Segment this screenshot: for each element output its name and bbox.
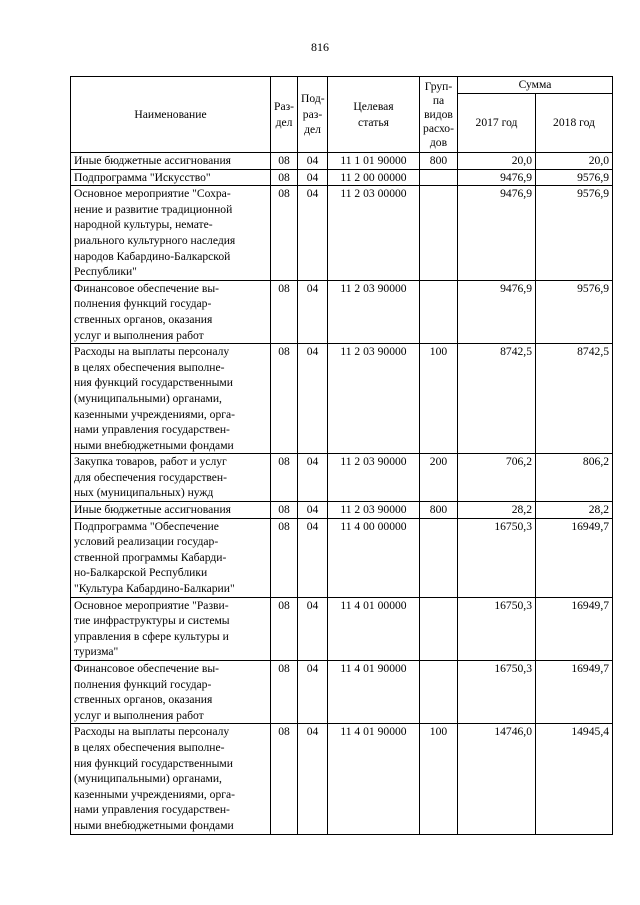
row-name-line: туризма"	[74, 645, 119, 659]
row-razdel: 08	[271, 454, 298, 502]
table-row	[71, 597, 613, 660]
table-row	[71, 518, 613, 597]
header-podrazdel-line: дел	[304, 123, 321, 137]
row-name-line: казенными учреждениями, орга-	[74, 787, 236, 801]
row-statya: 11 2 00 00000	[328, 169, 420, 186]
row-sum-2017: 9476,9	[458, 280, 536, 343]
row-name	[71, 724, 271, 834]
row-name-line: ных (муниципальных) нужд	[74, 486, 214, 500]
row-name-line: Иные бюджетные ассигнования	[74, 503, 231, 517]
header-year-2018: 2018 год	[536, 94, 613, 153]
header-razdel-line: дел	[275, 115, 293, 129]
row-sum-2017: 20,0	[458, 153, 536, 170]
row-name-line: (муниципальными) органами,	[74, 391, 222, 405]
row-sum-2017: 14746,0	[458, 724, 536, 834]
row-statya: 11 2 03 90000	[328, 502, 420, 519]
row-name-line: Финансовое обеспечение вы-	[74, 281, 219, 295]
row-sum-2018: 16949,7	[536, 518, 613, 597]
row-podrazdel: 04	[298, 454, 328, 502]
header-razdel-line: Раз-	[274, 99, 295, 113]
row-statya: 11 4 01 90000	[328, 661, 420, 724]
row-sum-2017: 16750,3	[458, 661, 536, 724]
row-gruppa: 100	[420, 344, 458, 454]
row-name-line: Подпрограмма "Обеспечение	[74, 519, 219, 533]
row-name-line: Республики"	[74, 265, 137, 279]
row-sum-2017: 706,2	[458, 454, 536, 502]
row-statya: 11 2 03 90000	[328, 344, 420, 454]
row-sum-2017: 9476,9	[458, 186, 536, 281]
row-razdel: 08	[271, 344, 298, 454]
table-body	[71, 153, 613, 835]
header-gruppa-line: дов	[429, 135, 448, 149]
row-name	[71, 280, 271, 343]
row-podrazdel: 04	[298, 169, 328, 186]
header-gruppa-line: расхо-	[423, 121, 454, 135]
row-name-line: ными внебюджетными фондами	[74, 438, 234, 452]
row-podrazdel: 04	[298, 502, 328, 519]
table-row	[71, 280, 613, 343]
row-statya: 11 2 03 90000	[328, 280, 420, 343]
row-name-line: нами управления государствен-	[74, 803, 230, 817]
row-sum-2018: 9576,9	[536, 280, 613, 343]
row-razdel: 08	[271, 724, 298, 834]
row-name-line: риального культурного наследия	[74, 233, 236, 247]
row-name-line: Расходы на выплаты персоналу	[74, 725, 230, 739]
row-razdel: 08	[271, 153, 298, 170]
row-name	[71, 186, 271, 281]
row-name-line: Основное мероприятие "Сохра-	[74, 187, 231, 201]
row-name-line: полнения функций государ-	[74, 677, 212, 691]
row-podrazdel: 04	[298, 518, 328, 597]
row-statya: 11 4 00 00000	[328, 518, 420, 597]
header-statya-line: Целевая	[353, 99, 394, 113]
table-row	[71, 454, 613, 502]
row-gruppa: 800	[420, 502, 458, 519]
row-name	[71, 502, 271, 519]
header-name: Наименование	[71, 77, 271, 153]
row-razdel: 08	[271, 186, 298, 281]
row-name	[71, 454, 271, 502]
row-name	[71, 169, 271, 186]
row-name-line: народной культуры, немате-	[74, 218, 213, 232]
header-statya	[328, 77, 420, 153]
row-razdel: 08	[271, 661, 298, 724]
row-name-line: "Культура Кабардино-Балкарии"	[74, 582, 235, 596]
row-podrazdel: 04	[298, 186, 328, 281]
row-statya: 11 2 03 90000	[328, 454, 420, 502]
row-name-line: но-Балкарской Республики	[74, 566, 208, 580]
page-number: 816	[311, 40, 329, 54]
row-name-line: Финансовое обеспечение вы-	[74, 662, 219, 675]
row-podrazdel: 04	[298, 344, 328, 454]
row-podrazdel: 04	[298, 661, 328, 724]
row-sum-2017: 8742,5	[458, 344, 536, 454]
row-name-line: в целях обеспечения выполне-	[74, 360, 225, 374]
row-sum-2018: 9576,9	[536, 186, 613, 281]
header-razdel	[271, 77, 298, 153]
row-sum-2018: 28,2	[536, 502, 613, 519]
row-name-line: ственных органов, оказания	[74, 693, 213, 707]
header-year-2017: 2017 год	[458, 94, 536, 153]
row-sum-2017: 16750,3	[458, 597, 536, 660]
row-name-line: Расходы на выплаты персоналу	[74, 345, 230, 359]
row-sum-2018: 20,0	[536, 153, 613, 170]
row-name-line: Подпрограмма "Искусство"	[74, 170, 211, 184]
row-razdel: 08	[271, 502, 298, 519]
row-name-line: ственной программы Кабарди-	[74, 550, 227, 564]
header-podrazdel	[298, 77, 328, 153]
table-row	[71, 169, 613, 186]
row-podrazdel: 04	[298, 280, 328, 343]
row-sum-2018: 16949,7	[536, 597, 613, 660]
row-sum-2017: 16750,3	[458, 518, 536, 597]
header-gruppa-line: Груп-	[424, 79, 453, 93]
row-statya: 11 2 03 00000	[328, 186, 420, 281]
header-podrazdel-line: раз-	[302, 107, 323, 121]
row-sum-2018: 16949,7	[536, 661, 613, 724]
row-statya: 11 4 01 90000	[328, 724, 420, 834]
header-gruppa-line: па	[432, 93, 445, 107]
row-sum-2018: 8742,5	[536, 344, 613, 454]
header-podrazdel-line: Под-	[301, 92, 325, 106]
row-sum-2018: 806,2	[536, 454, 613, 502]
row-name	[71, 661, 271, 724]
table-row	[71, 502, 613, 519]
table-row	[71, 344, 613, 454]
row-gruppa	[420, 186, 458, 281]
row-name-line: казенными учреждениями, орга-	[74, 407, 236, 421]
table-row	[71, 661, 613, 724]
row-name-line: ными внебюджетными фондами	[74, 818, 234, 832]
row-name	[71, 597, 271, 660]
row-name-line: Закупка товаров, работ и услуг	[74, 455, 227, 469]
header-statya-line: статья	[358, 115, 389, 129]
row-gruppa	[420, 597, 458, 660]
row-name-line: управления в сфере культуры и	[74, 629, 229, 643]
row-podrazdel: 04	[298, 153, 328, 170]
row-sum-2018: 14945,4	[536, 724, 613, 834]
table-row	[71, 153, 613, 170]
row-name-line: услуг и выполнения работ	[74, 708, 204, 722]
row-sum-2017: 9476,9	[458, 169, 536, 186]
row-name	[71, 518, 271, 597]
row-name-line: полнения функций государ-	[74, 297, 212, 311]
row-gruppa	[420, 169, 458, 186]
row-name-line: народов Кабардино-Балкарской	[74, 249, 231, 263]
row-name-line: (муниципальными) органами,	[74, 772, 222, 786]
row-podrazdel: 04	[298, 597, 328, 660]
row-razdel: 08	[271, 280, 298, 343]
row-gruppa	[420, 280, 458, 343]
row-statya: 11 1 01 90000	[328, 153, 420, 170]
table-row	[71, 186, 613, 281]
row-name-line: в целях обеспечения выполне-	[74, 740, 225, 754]
row-name-line: Основное мероприятие "Разви-	[74, 598, 229, 612]
row-gruppa	[420, 661, 458, 724]
row-gruppa: 200	[420, 454, 458, 502]
row-podrazdel: 04	[298, 724, 328, 834]
row-statya: 11 4 01 00000	[328, 597, 420, 660]
table-row	[71, 724, 613, 834]
row-name-line: тие инфраструктуры и системы	[74, 614, 230, 628]
row-name	[71, 344, 271, 454]
row-name-line: ственных органов, оказания	[74, 312, 213, 326]
row-sum-2018: 9576,9	[536, 169, 613, 186]
row-name-line: ния функций государственными	[74, 376, 233, 390]
header-summa: Сумма	[458, 77, 613, 94]
header-gruppa	[420, 77, 458, 153]
header-gruppa-line: видов	[424, 107, 453, 121]
row-name-line: услуг и выполнения работ	[74, 328, 204, 342]
row-razdel: 08	[271, 169, 298, 186]
row-razdel: 08	[271, 597, 298, 660]
budget-table	[70, 76, 613, 835]
row-name-line: для обеспечения государствен-	[74, 470, 227, 484]
row-name-line: ния функций государственными	[74, 756, 233, 770]
row-gruppa	[420, 518, 458, 597]
row-gruppa: 100	[420, 724, 458, 834]
row-name	[71, 153, 271, 170]
row-name-line: условий реализации государ-	[74, 535, 219, 549]
row-name-line: Иные бюджетные ассигнования	[74, 154, 231, 167]
row-razdel: 08	[271, 518, 298, 597]
row-name-line: нами управления государствен-	[74, 423, 230, 437]
row-name-line: нение и развитие традиционной	[74, 202, 233, 216]
row-sum-2017: 28,2	[458, 502, 536, 519]
header-row-top	[71, 77, 613, 94]
row-gruppa: 800	[420, 153, 458, 170]
